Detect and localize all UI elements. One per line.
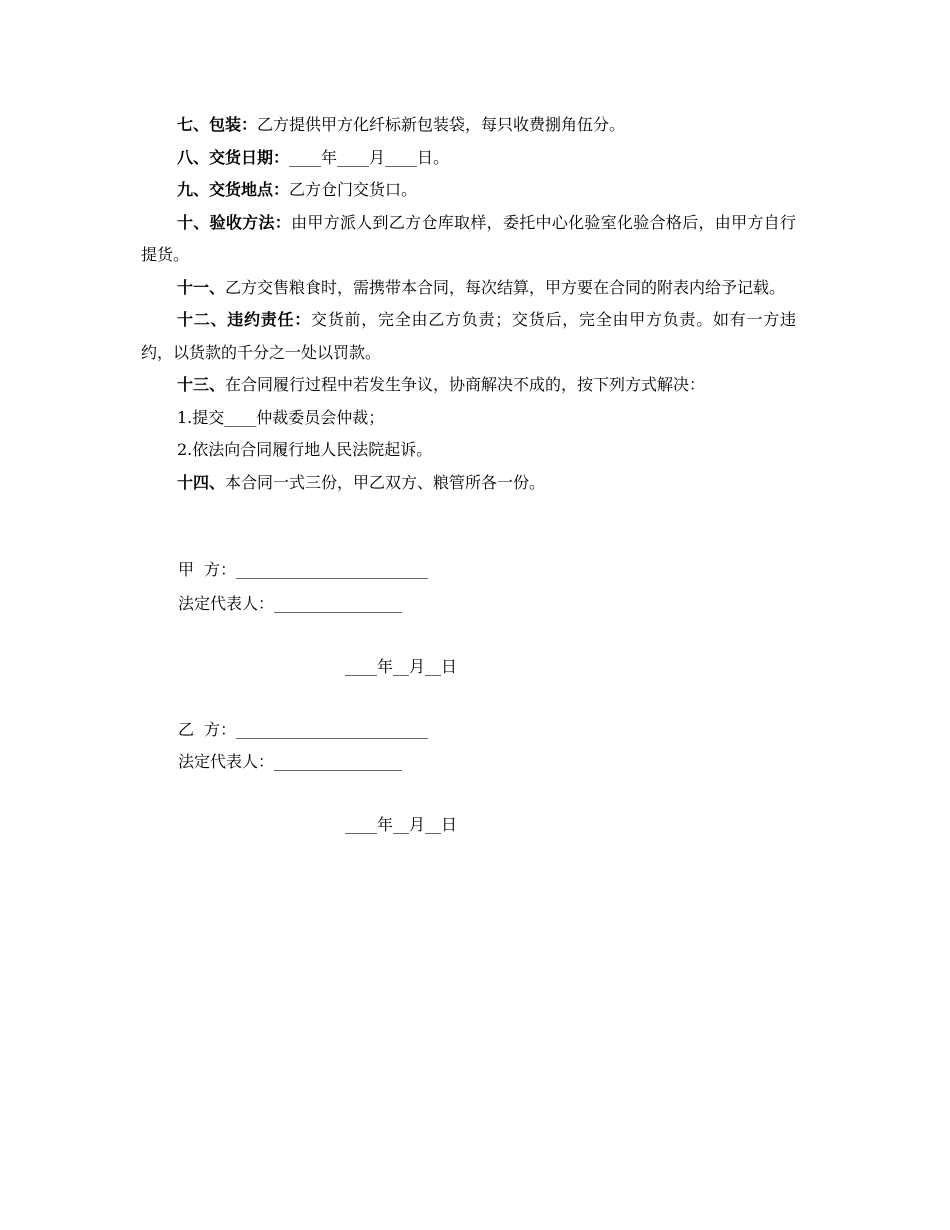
clause-text: 乙方提供甲方化纤标新包装袋，每只收费捌角伍分。 (257, 115, 626, 134)
clause-text: 乙方仓门交货口。 (289, 180, 418, 199)
clause-text: 由甲方派人到乙方仓库取样，委托中心化验室化验合格后，由甲方自行提货。 (141, 212, 796, 264)
clause-10 (141, 207, 796, 272)
party-a-representative-line: 法定代表人：________________ (178, 594, 403, 613)
clause-heading: 十二、违约责任： (177, 310, 311, 329)
party-a-signature-line: 甲 方：________________________ (178, 560, 429, 579)
clause-text: 2.依法向合同履行地人民法院起诉。 (177, 440, 433, 459)
clause-heading: 七、包装： (177, 115, 258, 134)
clause-14 (141, 467, 796, 500)
clause-8 (141, 142, 796, 175)
clause-13 (141, 369, 796, 402)
clause-text: 本合同一式三份，甲乙双方、粮管所各一份。 (225, 472, 546, 492)
clause-text: ____年____月____日。 (289, 147, 450, 167)
clause-heading: 十一、 (177, 277, 226, 297)
party-b-representative-line: 法定代表人：________________ (178, 752, 403, 771)
clause-13-option-2 (141, 434, 796, 467)
clause-heading: 十四、 (177, 472, 226, 492)
clause-7 (141, 109, 796, 142)
clause-text: 交货前，完全由乙方负责；交货后，完全由甲方负责。如有一方违约，以货款的千分之一处以罚款。 (141, 310, 796, 362)
clause-9 (141, 174, 796, 207)
clause-text: 在合同履行过程中若发生争议，协商解决不成的，按下列方式解决： (225, 375, 706, 394)
clause-text: 1.提交____仲裁委员会仲裁； (177, 407, 385, 427)
contract-clauses (141, 109, 796, 499)
clause-text: 乙方交售粮食时，需携带本合同，每次结算，甲方要在合同的附表内给予记载。 (225, 277, 786, 297)
clause-heading: 十三、 (177, 375, 226, 394)
clause-heading: 九、交货地点： (177, 180, 290, 199)
party-a-date: ____年__月__日 (345, 657, 458, 676)
clause-heading: 八、交货日期： (177, 147, 290, 167)
clause-heading: 十、验收方法： (177, 212, 292, 232)
clause-11 (141, 272, 796, 305)
clause-13-option-1 (141, 402, 796, 435)
party-b-date: ____年__月__日 (345, 815, 458, 834)
party-b-signature-line: 乙 方：________________________ (178, 720, 429, 739)
clause-12 (141, 304, 796, 369)
